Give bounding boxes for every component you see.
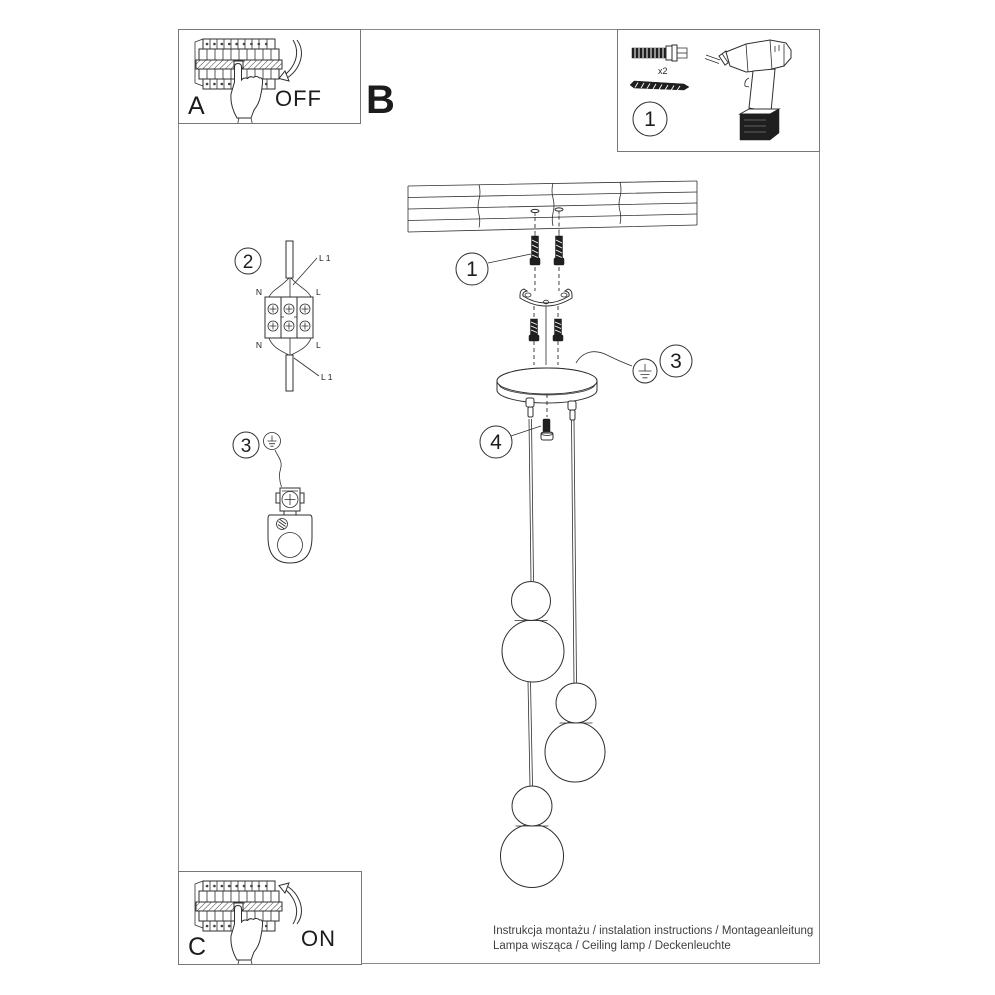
cable-bottom (286, 355, 293, 391)
wall-anchor-icon (632, 45, 687, 61)
breaker-panel-off-illustration (179, 30, 360, 123)
wiring-detail (225, 233, 340, 398)
terminal-block-icon (265, 297, 313, 338)
l-bottom-label: L (316, 340, 321, 350)
terminal-block-illustration (225, 233, 340, 398)
l-top-label: L (316, 287, 321, 297)
installation-diagram (395, 175, 705, 895)
pendant-lamp-2 (545, 683, 605, 782)
section-label-b: B (366, 78, 395, 122)
ground-terminal-icon (276, 488, 304, 515)
panel-letter-a: A (188, 92, 205, 120)
anchors-step-badge (456, 253, 531, 285)
screw-icon (630, 81, 689, 91)
n-top-label: N (255, 287, 262, 297)
footer-line-1: Instrukcja montażu / instalation instructions / Montageanleitung (493, 925, 814, 937)
step-3-number: 3 (240, 436, 252, 457)
on-label: ON (301, 926, 336, 951)
drill-icon (705, 40, 791, 140)
step-3-badge (233, 432, 259, 458)
anchor-qty-label: x2 (658, 66, 668, 76)
lock-screw-detail (480, 394, 553, 458)
ceiling-illustration (408, 181, 697, 232)
l1-top-label: L 1 (319, 253, 331, 263)
ground-wire (275, 450, 282, 487)
step-1-number: 1 (644, 108, 656, 131)
pendant-lamp-1 (502, 582, 564, 683)
pendant-lamp-3 (501, 786, 564, 888)
footer-line-2: Lampa wisząca / Ceiling lamp / Deckenleuchte (493, 939, 731, 952)
ground-step-number: 3 (670, 350, 682, 373)
ground-detail (222, 425, 322, 570)
power-on-box (178, 871, 362, 965)
mounting-bracket-icon (268, 515, 312, 563)
panel-letter-c: C (188, 933, 207, 961)
l1-bottom-label: L 1 (321, 372, 333, 382)
mounting-strap-icon (520, 289, 572, 306)
lock-screw-step-number: 4 (490, 431, 502, 454)
anchors-step-number: 1 (466, 258, 478, 281)
ground-symbol-icon (264, 433, 281, 450)
step-2-badge (235, 248, 261, 274)
power-off-box (178, 29, 361, 124)
ground-bracket-illustration (222, 425, 322, 570)
tools-box (617, 29, 820, 152)
off-label: OFF (275, 86, 322, 111)
anchor-screws (530, 233, 564, 291)
cable-top (286, 241, 293, 278)
canopy-screws (529, 306, 563, 365)
step-1-badge (633, 102, 667, 136)
step-2-number: 2 (242, 252, 254, 273)
footer-text (493, 924, 823, 953)
n-bottom-label: N (255, 340, 262, 350)
tools-illustration (618, 30, 819, 151)
installation-illustration (395, 175, 705, 895)
